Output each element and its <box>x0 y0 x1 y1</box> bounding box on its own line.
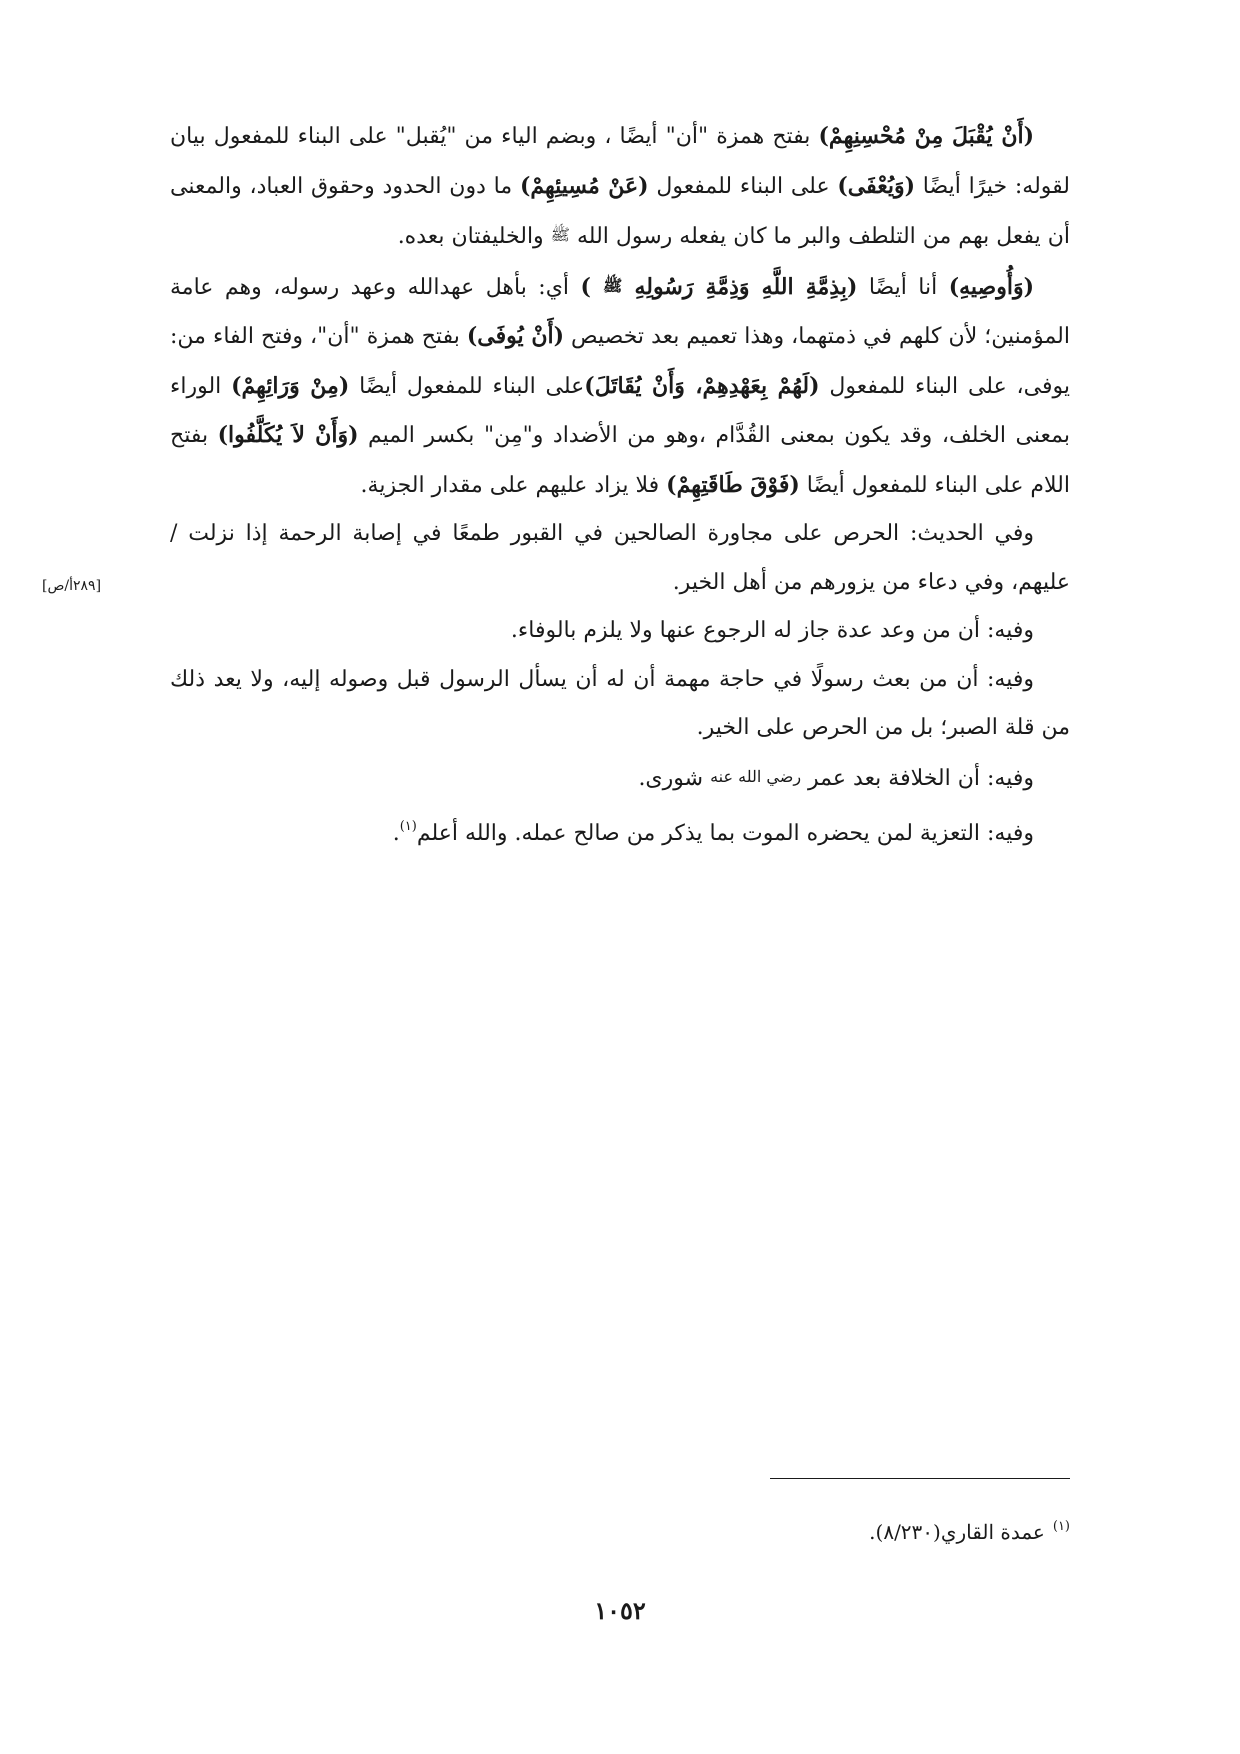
paragraph-3 <box>170 510 1070 607</box>
quote: (بِذِمَّةِ اللَّهِ وَذِمَّةِ رَسُولِهِ <box>622 273 858 300</box>
footnote-reference[interactable]: (١) <box>399 819 417 834</box>
footnote-text: عمدة القاري(٨/٢٣٠). <box>869 1520 1045 1544</box>
footnote-divider <box>770 1478 1070 1479</box>
quote: (عَنْ مُسِيئِهِمْ) <box>519 172 649 199</box>
quote: (فَوْقَ طَاقَتِهِمْ) <box>666 471 800 498</box>
quote: (مِنْ وَرَائِهِمْ) <box>231 372 350 399</box>
paragraph-4 <box>170 607 1070 656</box>
text-run: والخليفتان بعده. <box>397 224 551 249</box>
footnote-mark: (١) <box>1052 1519 1070 1534</box>
footnote <box>170 1510 1070 1549</box>
text-run: الوراء بمعنى الخلف، وقد يكون بمعنى القُدَّام ،وهو من الأضداد و"مِن" بكسر الميم <box>170 373 1070 448</box>
text-run: بفتح همزة "أن" أيضًا ، وبضم الياء من "يُقبل" على البناء للمفعول بيان لقوله: خيرًا أيضًا <box>170 124 1070 199</box>
honorific-glyph: رضي الله عنه <box>710 766 802 786</box>
paragraph-5 <box>170 656 1070 753</box>
text-run: . <box>392 821 400 846</box>
text-run: على البناء للمفعول <box>648 173 838 199</box>
paragraph-1 <box>170 112 1070 262</box>
text-run: وفيه: التعزية لمن يحضره الموت بما يذكر من صالح عمله. والله أعلم <box>416 821 1034 846</box>
paragraph-6 <box>170 753 1070 804</box>
quote: (أَنْ يُوفَى) <box>466 323 565 349</box>
text-run: وفيه: أن من وعد عدة جاز له الرجوع عنها ولا يلزم بالوفاء. <box>510 618 1034 643</box>
quote: (وَأُوصِيهِ) <box>948 273 1034 300</box>
text-run: وفيه: أن من بعث رسولًا في حاجة مهمة أن له أن يسأل الرسول قبل وصوله إليه، ولا يعد ذلك من قلة الصبر؛ بل من الحرص على الخير. <box>170 666 1070 740</box>
quote: (أَنْ يُقْبَلَ مِنْ مُحْسِنِهِمْ) <box>818 123 1034 149</box>
text-run: أنا أيضًا <box>857 274 949 300</box>
text-run: ما دون الحدود وحقوق العباد، والمعنى أن يفعل بهم من التلطف والبر ما كان يفعله رسول الله <box>170 173 1070 249</box>
text-run: على البناء للمفعول أيضًا <box>349 373 585 399</box>
page-number: ١٠٥٢ <box>594 1596 646 1625</box>
honorific-glyph: ﷺ <box>550 225 570 244</box>
paragraph-2 <box>170 262 1070 511</box>
text-run: أي: بأهل عهدالله وعهد رسوله، وهم عامة المؤمنين؛ لأن كلهم في ذمتهما، وهذا تعميم بعد تخصيص <box>170 274 1070 349</box>
text-run: بفتح همزة "أن"، وفتح الفاء من: يوفى، على البناء للمفعول <box>170 324 1070 399</box>
text-run: وفي الحديث: الحرص على مجاورة الصالحين في القبور طمعًا في إصابة الرحمة إذا نزلت / عليهم، وفي دعاء من يزورهم من أهل الخير. <box>170 521 1070 595</box>
text-run: فلا يزاد عليهم على مقدار الجزية. <box>360 472 667 498</box>
quote: ) <box>580 273 604 300</box>
quote: (وَأَنْ لاَ يُكَلَّفُوا) <box>217 422 359 448</box>
honorific-glyph: ﷺ <box>603 275 623 295</box>
text-run: وفيه: أن الخلافة بعد عمر <box>801 765 1034 791</box>
quote: (وَيُعْفَى) <box>837 172 916 199</box>
quote: (لَهُمْ بِعَهْدِهِمْ، وَأَنْ يُقَاتَلَ) <box>584 372 820 399</box>
text-run: بفتح اللام على البناء للمفعول أيضًا <box>170 423 1070 498</box>
text-run: شورى. <box>638 765 711 791</box>
main-text <box>170 112 1070 859</box>
paragraph-7 <box>170 803 1070 859</box>
manuscript-folio-note: [٢٨٩أ/ص] <box>42 578 102 594</box>
